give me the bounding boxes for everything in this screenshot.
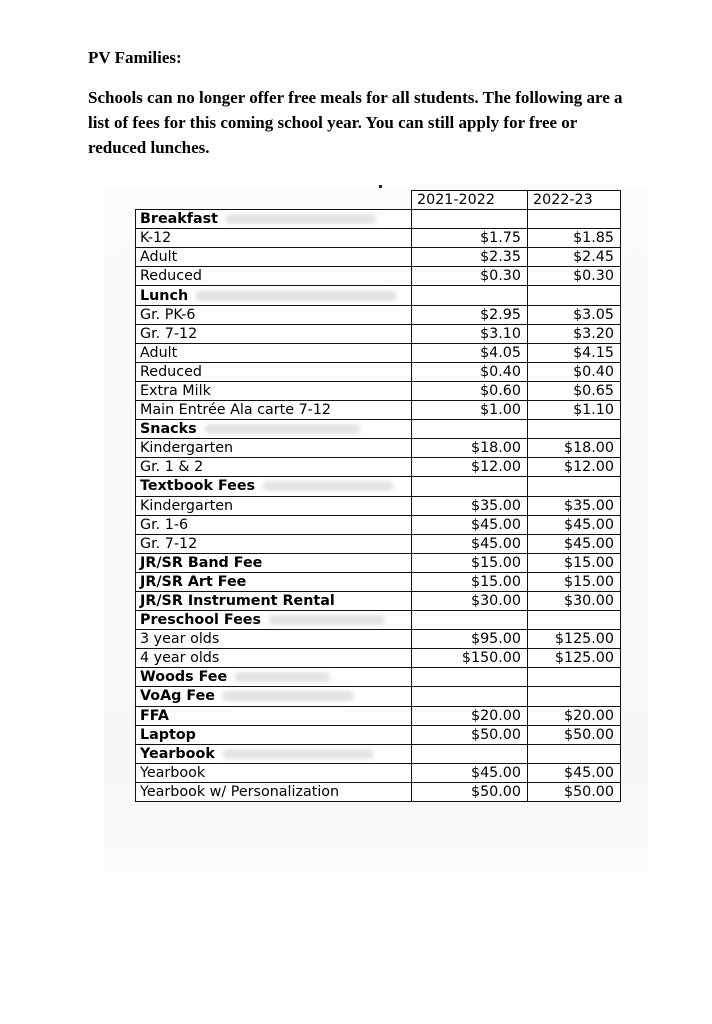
section-header-row	[136, 210, 621, 229]
fee-2021-2022: $15.00	[412, 553, 528, 572]
section-empty-a-cell	[412, 687, 528, 706]
section-title	[136, 210, 412, 229]
fee-label: K-12	[136, 229, 412, 248]
fee-2022-23: $20.00	[528, 706, 621, 725]
fee-2022-23: $3.20	[528, 324, 621, 343]
fee-row	[136, 439, 621, 458]
section-header-row	[136, 687, 621, 706]
section-title-text: Preschool Fees	[140, 612, 261, 629]
redacted-blur	[196, 291, 396, 301]
fee-row	[136, 362, 621, 381]
fee-label: Laptop	[136, 725, 412, 744]
section-empty-a-cell	[412, 420, 528, 439]
fee-2022-23: $30.00	[528, 591, 621, 610]
fee-row	[136, 267, 621, 286]
section-empty-b-cell	[528, 668, 621, 687]
redacted-blur	[223, 691, 353, 701]
section-title	[136, 744, 412, 763]
fee-row	[136, 553, 621, 572]
fee-label: Reduced	[136, 362, 412, 381]
fee-2022-23: $15.00	[528, 572, 621, 591]
fee-2022-23: $45.00	[528, 515, 621, 534]
section-empty-a-cell	[412, 477, 528, 496]
section-header-row	[136, 611, 621, 630]
fee-2021-2022: $18.00	[412, 439, 528, 458]
section-empty-a-cell	[412, 668, 528, 687]
fee-2021-2022: $45.00	[412, 515, 528, 534]
fee-table-body	[136, 191, 621, 802]
fee-2021-2022: $4.05	[412, 343, 528, 362]
fee-label: Yearbook w/ Personalization	[136, 782, 412, 801]
fee-row	[136, 763, 621, 782]
fee-2021-2022: $0.60	[412, 381, 528, 400]
section-empty-b-cell	[528, 611, 621, 630]
fee-2021-2022: $45.00	[412, 534, 528, 553]
fee-label: Kindergarten	[136, 496, 412, 515]
section-title-text: VoAg Fee	[140, 688, 215, 705]
fee-row	[136, 572, 621, 591]
fee-row	[136, 496, 621, 515]
fee-label: JR/SR Art Fee	[136, 572, 412, 591]
redacted-blur	[223, 749, 373, 759]
fee-row	[136, 305, 621, 324]
fee-2021-2022: $150.00	[412, 649, 528, 668]
redacted-blur	[269, 615, 384, 625]
fee-2022-23: $18.00	[528, 439, 621, 458]
fee-label: Yearbook	[136, 763, 412, 782]
section-header-row	[136, 420, 621, 439]
fee-2021-2022: $50.00	[412, 725, 528, 744]
fee-row	[136, 782, 621, 801]
fee-2021-2022: $30.00	[412, 591, 528, 610]
column-header-2022-23: 2022-23	[528, 191, 621, 210]
section-empty-b-cell	[528, 477, 621, 496]
fee-2022-23: $15.00	[528, 553, 621, 572]
fee-label: JR/SR Band Fee	[136, 553, 412, 572]
section-empty-a-cell	[412, 611, 528, 630]
fee-row	[136, 324, 621, 343]
fee-2022-23: $0.30	[528, 267, 621, 286]
fee-row	[136, 630, 621, 649]
fee-label: JR/SR Instrument Rental	[136, 591, 412, 610]
fee-2022-23: $125.00	[528, 649, 621, 668]
fee-2022-23: $3.05	[528, 305, 621, 324]
fee-label: Gr. 1-6	[136, 515, 412, 534]
fee-2021-2022: $95.00	[412, 630, 528, 649]
section-title	[136, 687, 412, 706]
section-empty-b-cell	[528, 286, 621, 305]
fee-2022-23: $4.15	[528, 343, 621, 362]
fee-2022-23: $45.00	[528, 763, 621, 782]
fee-table	[135, 190, 621, 802]
fee-label: Main Entrée Ala carte 7-12	[136, 401, 412, 420]
fee-label: Gr. 1 & 2	[136, 458, 412, 477]
fee-row	[136, 515, 621, 534]
fee-2022-23: $50.00	[528, 782, 621, 801]
fee-label: Extra Milk	[136, 381, 412, 400]
fee-row	[136, 725, 621, 744]
fee-row	[136, 534, 621, 553]
fee-2021-2022: $12.00	[412, 458, 528, 477]
section-title-text: Textbook Fees	[140, 478, 256, 495]
fee-label: Adult	[136, 343, 412, 362]
fee-2021-2022: $45.00	[412, 763, 528, 782]
fee-row	[136, 343, 621, 362]
fee-label: Reduced	[136, 267, 412, 286]
section-empty-b-cell	[528, 210, 621, 229]
section-empty-a-cell	[412, 210, 528, 229]
column-header-2021-2022: 2021-2022	[412, 191, 528, 210]
fee-2021-2022: $35.00	[412, 496, 528, 515]
fee-label: 3 year olds	[136, 630, 412, 649]
fee-2021-2022: $15.00	[412, 572, 528, 591]
fee-label: Gr. PK-6	[136, 305, 412, 324]
fee-2022-23: $35.00	[528, 496, 621, 515]
section-header-row	[136, 286, 621, 305]
intro-paragraph: Schools can no longer offer free meals for all students. The following are a list of fees for this coming school year. You can still apply for free or reduced lunches.	[88, 88, 623, 157]
fee-2022-23: $125.00	[528, 630, 621, 649]
section-title	[136, 668, 412, 687]
letter-header	[88, 48, 628, 160]
fee-2022-23: $12.00	[528, 458, 621, 477]
fee-2022-23: $2.45	[528, 248, 621, 267]
greeting: PV Families:	[88, 48, 182, 67]
header-blank-cell	[136, 191, 412, 210]
redacted-blur	[235, 672, 330, 682]
section-empty-b-cell	[528, 744, 621, 763]
fee-2022-23: $1.10	[528, 401, 621, 420]
fee-label: 4 year olds	[136, 649, 412, 668]
section-title	[136, 420, 412, 439]
fee-2021-2022: $50.00	[412, 782, 528, 801]
section-empty-b-cell	[528, 420, 621, 439]
scan-speck	[379, 185, 382, 188]
fee-2022-23: $0.65	[528, 381, 621, 400]
fee-2021-2022: $0.30	[412, 267, 528, 286]
section-header-row	[136, 668, 621, 687]
fee-2022-23: $1.85	[528, 229, 621, 248]
fee-label: Gr. 7-12	[136, 534, 412, 553]
header-row	[136, 191, 621, 210]
fee-2022-23: $45.00	[528, 534, 621, 553]
section-title-text: Yearbook	[140, 745, 215, 762]
redacted-blur	[226, 214, 376, 224]
fee-2022-23: $50.00	[528, 725, 621, 744]
section-title	[136, 286, 412, 305]
section-empty-b-cell	[528, 687, 621, 706]
fee-row	[136, 458, 621, 477]
fee-2021-2022: $1.00	[412, 401, 528, 420]
fee-row	[136, 706, 621, 725]
fee-row	[136, 229, 621, 248]
fee-2021-2022: $2.35	[412, 248, 528, 267]
fee-label: Adult	[136, 248, 412, 267]
section-header-row	[136, 744, 621, 763]
fee-label: FFA	[136, 706, 412, 725]
fee-row	[136, 401, 621, 420]
redacted-blur	[263, 481, 393, 491]
fee-row	[136, 649, 621, 668]
section-title-text: Woods Fee	[140, 669, 228, 686]
fee-2021-2022: $3.10	[412, 324, 528, 343]
section-header-row	[136, 477, 621, 496]
fee-row	[136, 248, 621, 267]
fee-label: Kindergarten	[136, 439, 412, 458]
redacted-blur	[205, 424, 360, 434]
fee-2021-2022: $20.00	[412, 706, 528, 725]
section-title-text: Lunch	[140, 287, 189, 304]
fee-2021-2022: $1.75	[412, 229, 528, 248]
section-title	[136, 611, 412, 630]
fee-row	[136, 591, 621, 610]
fee-2022-23: $0.40	[528, 362, 621, 381]
section-empty-a-cell	[412, 744, 528, 763]
section-title-text: Breakfast	[140, 211, 219, 228]
fee-row	[136, 381, 621, 400]
fee-2021-2022: $2.95	[412, 305, 528, 324]
section-empty-a-cell	[412, 286, 528, 305]
section-title	[136, 477, 412, 496]
section-title-text: Snacks	[140, 421, 197, 438]
fee-2021-2022: $0.40	[412, 362, 528, 381]
fee-label: Gr. 7-12	[136, 324, 412, 343]
